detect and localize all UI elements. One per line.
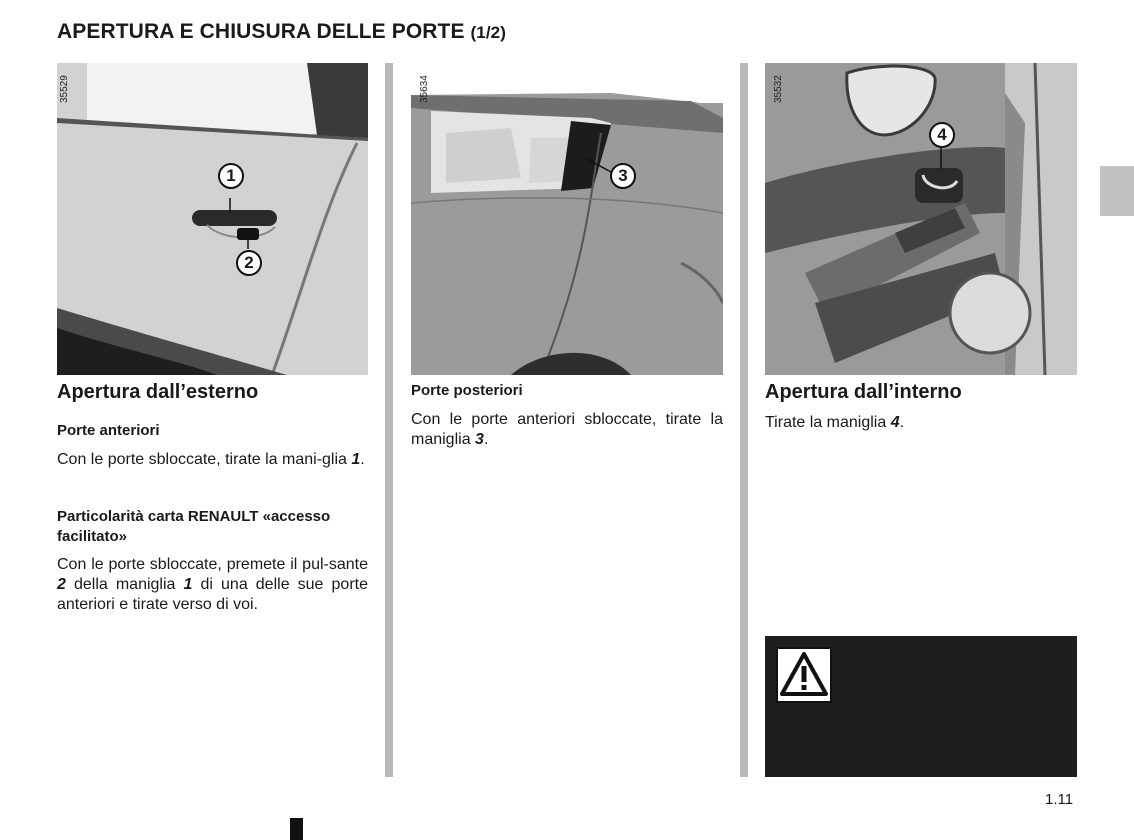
callout-2: 2 bbox=[236, 250, 262, 276]
page-title bbox=[57, 20, 506, 44]
figure-code: 35529 bbox=[59, 75, 70, 103]
subheading-renault-card: Particolarità carta RENAULT «accesso facilitato» bbox=[57, 508, 331, 545]
column-divider bbox=[385, 63, 393, 777]
callout-1: 1 bbox=[218, 163, 244, 189]
callout-4: 4 bbox=[929, 122, 955, 148]
warning-box bbox=[765, 636, 1077, 777]
column-divider bbox=[740, 63, 748, 777]
title-part: (1/2) bbox=[470, 23, 506, 42]
heading-exterior-opening: Apertura dall’esterno bbox=[57, 381, 259, 403]
figure-code: 35634 bbox=[419, 75, 430, 103]
paragraph-renault-card: Con le porte sbloccate, premete il pul-sante 2 della maniglia 1 di una delle sue porte anteriori e tirate verso di voi. bbox=[57, 556, 368, 613]
paragraph-rear-doors: Con le porte anteriori sbloccate, tirate la maniglia 3. bbox=[411, 411, 723, 448]
warning-triangle-icon bbox=[776, 647, 832, 703]
section-tab bbox=[1100, 166, 1134, 216]
figure-front-door-exterior bbox=[57, 63, 368, 375]
callout-3: 3 bbox=[610, 163, 636, 189]
page-number: 1.11 bbox=[1045, 791, 1074, 808]
figure-code: 35532 bbox=[773, 75, 784, 103]
subheading-front-doors: Porte anteriori bbox=[57, 422, 160, 439]
title-main: APERTURA E CHIUSURA DELLE PORTE bbox=[57, 20, 465, 43]
heading-interior-opening: Apertura dall’interno bbox=[765, 381, 962, 403]
subheading-rear-doors: Porte posteriori bbox=[411, 382, 523, 399]
figure-interior-door bbox=[765, 63, 1077, 375]
paragraph-front-doors: Con le porte sbloccate, tirate la mani-glia 1. bbox=[57, 451, 365, 468]
figure-rear-door bbox=[411, 63, 723, 375]
page-marker bbox=[290, 818, 303, 840]
paragraph-interior: Tirate la maniglia 4. bbox=[765, 414, 905, 431]
